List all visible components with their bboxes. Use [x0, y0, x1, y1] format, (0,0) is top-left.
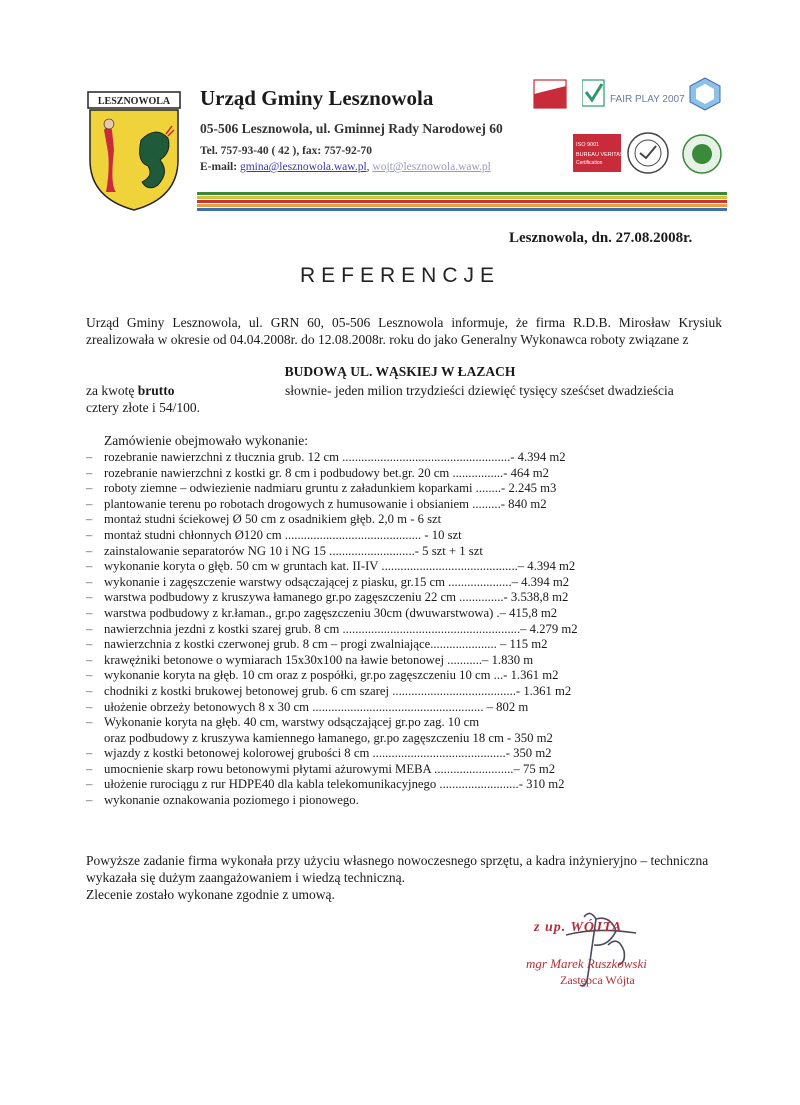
bullet-dash: – — [86, 637, 93, 652]
list-item — [86, 559, 726, 575]
bureau-veritas-seal — [624, 130, 672, 176]
email-separator: , — [366, 161, 370, 173]
list-item — [86, 715, 726, 731]
bureau-veritas-label: BUREAU VERITAS — [576, 152, 624, 158]
fair-play-label: FAIR PLAY 2007 — [610, 94, 685, 105]
stripe-green — [197, 192, 727, 195]
closing-paragraph — [86, 852, 722, 903]
bullet-dash: – — [86, 450, 93, 464]
signature-on-behalf: z up. WÓJTA — [534, 920, 623, 935]
amount-line — [86, 383, 174, 399]
list-item — [86, 512, 726, 528]
closing-text-1: Powyższe zadanie firma wykonała przy użyciu własnego nowoczesnego sprzętu, a kadra inżynieryjno – techniczna wykazała się dużym zaangażowaniem i wiedzą techniczną. — [86, 853, 709, 885]
list-item-text: chodniki z kostki brukowej betonowej grub. 6 cm szarej .......................................- 1.361 m2 — [104, 683, 572, 698]
bullet-dash: – — [86, 746, 93, 761]
svg-text:LESZNOWOLA: LESZNOWOLA — [97, 96, 171, 107]
bullet-dash: – — [86, 590, 93, 605]
list-item — [86, 466, 726, 482]
amount-words-continued: cztery złote i 54/100. — [86, 400, 200, 415]
org-email-row — [200, 161, 491, 173]
list-item-text: warstwa podbudowy z kr.łaman., gr.po zagęszczeniu 30cm (dwuwarstwowa) .– 415,8 m2 — [104, 605, 558, 620]
bullet-dash: – — [86, 512, 93, 527]
list-item-text: wykonanie koryta na głęb. 10 cm oraz z pospółki, gr.po zagęszczeniu 10 cm ...- 1.361 m2 — [104, 668, 559, 683]
list-item-text: ułożenie obrzeży betonowych 8 x 30 cm ...................................................... – 802 m — [104, 699, 529, 714]
org-phone-fax: Tel. 757-93-40 ( 42 ), fax: 757-92-70 — [200, 145, 373, 157]
bullet-dash: – — [86, 652, 93, 667]
list-item-text: nawierzchnia z kostki czerwonej grub. 8 cm – progi zwalniające..................... – 115 m2 — [104, 637, 548, 652]
list-item-text: zainstalowanie separatorów NG 10 i NG 15 ...........................- 5 szt + 1 szt — [104, 543, 483, 558]
list-item — [86, 590, 726, 606]
project-name: BUDOWĄ UL. WĄSKIEJ W ŁAZACH — [284, 364, 516, 379]
bullet-dash: – — [86, 668, 93, 683]
stripe-yellow — [197, 196, 727, 199]
list-item-text: Wykonanie koryta na głęb. 40 cm, warstwy odsączającej gr.po zag. 10 cm — [104, 715, 480, 730]
bullet-dash: – — [86, 496, 93, 511]
list-item-text: umocnienie skarp rowu betonowymi płytami ażurowymi MEBA .........................– 75 m2 — [104, 761, 556, 776]
list-item-text: oraz podbudowy z kruszywa kamiennego łamanego, gr.po zagęszczeniu 18 cm - 350 m2 — [104, 730, 553, 745]
list-item-text: roboty ziemne – odwiezienie nadmiaru gruntu z załadunkiem koparkami ........- 2.245 m3 — [104, 481, 557, 496]
bullet-dash: – — [86, 527, 93, 542]
bullet-dash: – — [86, 481, 93, 496]
bullet-dash: – — [86, 793, 93, 808]
bullet-dash: – — [86, 699, 93, 714]
list-item — [86, 793, 726, 809]
certification-label: Certification — [576, 160, 603, 166]
bullet-dash: – — [86, 543, 93, 558]
list-item — [86, 746, 726, 762]
list-item — [86, 544, 726, 560]
bullet-dash: – — [86, 777, 93, 792]
bullet-dash: – — [86, 621, 93, 636]
bullet-dash: – — [86, 574, 93, 589]
iso-label: ISO 9001 — [576, 142, 600, 148]
list-item-text: montaż studni chłonnych Ø120 cm ........................................... - 10 szt — [104, 527, 462, 542]
list-item-text: wjazdy z kostki betonowej kolorowej grubości 8 cm ..........................................- 350 m2 — [104, 746, 552, 761]
date-line: Lesznowola, dn. 27.08.2008r. — [509, 230, 693, 246]
list-item-text: plantowanie terenu po robotach drogowych z humusowanie i obsianiem .........- 840 m2 — [104, 496, 547, 511]
list-item — [86, 700, 726, 716]
list-item — [86, 481, 726, 497]
list-item — [86, 668, 726, 684]
bullet-dash: – — [86, 715, 93, 730]
list-item-text: wykonanie koryta o głęb. 50 cm w gruntach kat. II-IV ...........................................– 4.394 m2 — [104, 559, 576, 574]
list-item — [86, 653, 726, 669]
bullet-dash: – — [86, 465, 93, 480]
list-item-text: rozebranie nawierzchni z kostki gr. 8 cm i podbudowy bet.gr. 20 cm ................- 464 m2 — [104, 465, 550, 480]
stripe-red — [197, 200, 727, 203]
list-item — [86, 606, 726, 622]
bullet-dash: – — [86, 605, 93, 620]
list-item-text: rozebranie nawierzchni z tłucznia grub. 12 cm .....................................................- 4.394 m2 — [104, 450, 566, 464]
list-item — [86, 762, 726, 778]
eco-seal-logo — [680, 132, 724, 176]
list-item — [86, 575, 726, 591]
list-item — [86, 777, 726, 793]
list-item-text: wykonanie oznakowania poziomego i pionowego. — [104, 793, 359, 808]
list-item-text: nawierzchnia jezdni z kostki szarej grub. 8 cm ........................................................– 4.279 m2 — [104, 621, 578, 636]
org-name: Urząd Gminy Lesznowola — [200, 86, 434, 110]
amount-bold: brutto — [137, 383, 175, 398]
list-item — [86, 497, 726, 513]
bullet-dash: – — [86, 683, 93, 698]
list-item-text: ułożenie rurociągu z rur HDPE40 dla kabla telekomunikacyjnego .........................- 310 m2 — [104, 777, 565, 792]
bullet-dash: – — [86, 761, 93, 776]
municipality-crest-logo — [86, 90, 182, 212]
bullet-dash: – — [86, 559, 93, 574]
amount-prefix: za kwotę — [86, 383, 135, 398]
header-color-stripes — [197, 192, 727, 214]
list-item-continuation — [86, 731, 726, 747]
email-link[interactable]: gmina@lesznowola.waw.pl — [239, 161, 367, 173]
stripe-orange — [197, 204, 727, 207]
polish-product-logo — [530, 76, 570, 112]
amount-words: słownie- jeden milion trzydzieści dziewięć tysięcy sześćset dwadzieścia — [285, 383, 674, 398]
closing-text-2: Zlecenie zostało wykonane zgodnie z umową. — [86, 887, 335, 902]
signatory-name: mgr Marek Ruszkowski — [526, 956, 647, 971]
list-item-text: wykonanie i zagęszczenie warstwy odsączającej z piasku, gr.15 cm ....................– 4.394 m2 — [104, 574, 570, 589]
org-address: 05-506 Lesznowola, ul. Gminnej Rady Narodowej 60 — [200, 121, 503, 136]
list-item-text: krawężniki betonowe o wymiarach 15x30x100 na ławie betonowej ...........– 1.830 m — [104, 652, 534, 667]
stripe-blue — [197, 208, 727, 211]
signatory-role: Zastępca Wójta — [560, 973, 635, 987]
list-item — [86, 450, 726, 466]
list-item-text: montaż studni ściekowej Ø 50 cm z osadnikiem głęb. 2,0 m - 6 szt — [104, 512, 442, 527]
scope-intro: Zamówienie obejmowało wykonanie: — [104, 433, 308, 448]
list-item — [86, 528, 726, 544]
page-title: REFERENCJE — [299, 264, 501, 287]
list-item — [86, 684, 726, 700]
quality-award-logo — [686, 76, 724, 112]
email-label: E-mail: — [200, 161, 238, 173]
list-item-text: warstwa podbudowy z kruszywa łamanego gr.po zagęszczeniu 22 cm ..............- 3.538,8 m2 — [104, 590, 569, 605]
intro-paragraph: Urząd Gminy Lesznowola, ul. GRN 60, 05-506 Lesznowola informuje, że firma R.D.B. Mirosław Krysiuk zrealizowała w okresie od 04.04.2008r. do 12.08.2008r. roku do jako Generalny Wykonawca roboty związane z — [86, 315, 722, 347]
list-item — [86, 622, 726, 638]
email-link-2[interactable]: wojt@lesznowola.waw.pl — [372, 161, 491, 173]
list-item — [86, 637, 726, 653]
scope-items-list — [86, 450, 726, 809]
